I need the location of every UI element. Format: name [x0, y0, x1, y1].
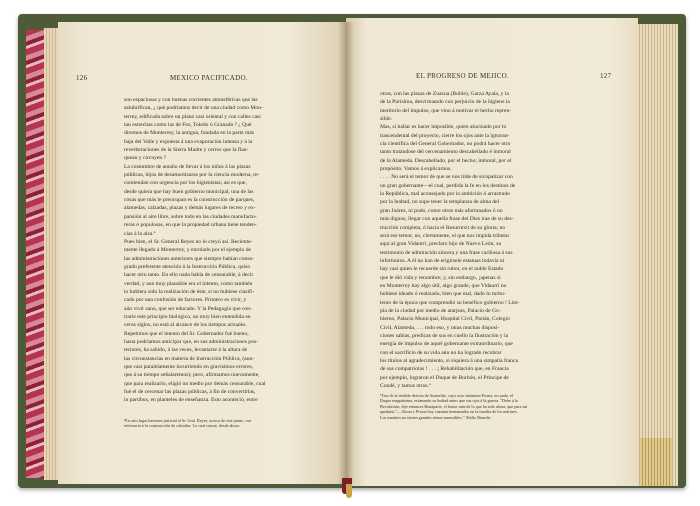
text-line: lo hubiera sido la realización de éste, si no hubiese clasifi-: [124, 288, 255, 295]
page-number-right: 127: [600, 72, 612, 80]
text-line: Civil, Alameda, . . . todo eso, y otras muchas disposi-: [380, 324, 500, 331]
text-line: diremos de Monterrey, la antigua, fundada en la parte más: [124, 130, 254, 137]
text-line: será ese temor, no, ciertamente, el que nos impida tributar: [380, 232, 510, 239]
text-line: tanto tratándose del cercenamiento descabellado é inmoral: [380, 149, 511, 156]
text-line: meritorio del impulso, que vino á motivar el hecho repren-: [380, 107, 512, 114]
footnote-line: Duque magnánimo, estimando su lealtad antes que sus ojos á la guerra. "Debe á la: [380, 398, 518, 404]
text-line: las circunstancias en materia de Instrucción Pública, (aun-: [124, 355, 255, 362]
text-line: teriores, ha sabido, á las veces, levantarse á la altura de: [124, 347, 248, 354]
text-line: energía de impulso de aquel gobernante extraordinario, que: [380, 341, 513, 348]
text-line: Pues bien, el Sr. General Reyes no lo creyó así. Reciente-: [124, 238, 253, 245]
footnote-line: referencia á la construcción de calzadas. Lo cual conste, desde ahora.: [124, 423, 240, 429]
text-line: infortunios. A él no han de erigírsele estatuas todavía ni: [380, 257, 505, 264]
text-line: las administraciones anteriores que siempre habían conso-: [124, 255, 255, 262]
text-line: que para realizarlo, eligió un medio por demás censurable, cual: [124, 380, 266, 387]
text-line: mente llegado á Monterrey, y enrolado por el ejemplo de: [124, 247, 252, 254]
text-line: lento de la época que comprendió su benéfico gobierno ! Lim-: [380, 299, 520, 306]
right-page-footnote: [380, 393, 600, 420]
footnote-line: Los martires no tienen grandes almas insensibles." Abilio Bianchi.: [380, 414, 492, 420]
text-line: desde quiera que hay buen gobierno municipal, una de las: [124, 188, 254, 195]
text-line: ceros siglos, no está al alcance de los tiempos actuales.: [124, 322, 247, 329]
text-line: en Monterrey hay algo útil, algo grande, que Vidaurri no: [380, 282, 507, 289]
text-line: los títulos al agradecimiento, si siquiera á una simpatía franca: [380, 358, 518, 364]
text-line: que casi paralelamente incurriendo en gravísimos errores,: [124, 364, 254, 370]
text-line: reras ó populosas, en que la propiedad urbana tiene tenden-: [124, 222, 257, 229]
text-line: testimonio de admiración sincera y una frase cariñosa á sus: [380, 249, 513, 256]
running-head-right: EL PROGRESO DE MEJICO.: [416, 72, 510, 80]
text-line: reverberaciones de la Sierra Madre y cerros que la flan-: [124, 147, 249, 154]
text-line: de sus compatriotas ! . . . ¡ Rehabilitación que, en Francia: [380, 366, 509, 373]
text-line: grado preferente atención á la Instrucción Pública, quiso: [124, 263, 251, 270]
text-line: de la Alameda. Descabellado, por el hecho; inmoral, por el: [380, 157, 512, 164]
text-line: más dignos, llegar con aquella frase del Dies irae de su des-: [380, 216, 514, 223]
text-line: cia científica del General Gobernador, no podrá hacer otro: [380, 141, 511, 148]
footnote-line: ªEn otro lugar haremos justicial al Sr. Gral. Reyes, acerca de este punto, con: [124, 418, 252, 423]
text-line: Mas, si hallar es hacer imposible, quien alucinado por lo: [380, 124, 507, 131]
text-line: con el sacrificio de su vida aún no ha logrado recobrar: [380, 349, 502, 356]
text-line: pia de la ciudad por medio de atarjeas, Palacio de Go-: [380, 307, 501, 314]
text-line: propósito. Vamos á explicarnos.: [380, 166, 452, 173]
text-line: cosas que más le preocupan es la construcción de parques,: [124, 197, 255, 204]
text-line: alamedas, calzadas, plazas y demás lugares de recreo y ex-: [124, 205, 256, 212]
text-line: tan estrechas como las de Fez, Toledo ó Granada ? ¿ Qué: [124, 122, 252, 129]
text-line: hubiese ideado ó realizado, bien que mal, dado lo turbu-: [380, 291, 506, 298]
text-line: que á su tiempo señalaremos); pero, afirmamos nuevamente,: [124, 372, 260, 379]
text-line: Repetimos que el intento del Sr. Gobernador fué bueno,: [124, 330, 249, 337]
text-line: son espaciosas y con buenas corrientes atmosféricas que las: [124, 97, 258, 103]
text-line: la República, mal aconsejado por la ambición ó arrastrado: [380, 191, 511, 198]
text-line: comiendan con urgencia por los higienistas; así es que,: [124, 180, 247, 187]
footnote-line: Revolución, dije entonces Bonaparte, el honor más de lo que ha sido ahora, que para mí: [380, 403, 527, 409]
text-line: terrey, edificada sobre un plano casi oriental y con calles casi: [124, 113, 261, 120]
bookmark-ribbon-gold: [346, 484, 352, 498]
text-line: públicas, hijos de desamortizarse por la ciencia moderna, re-: [124, 172, 260, 179]
text-line: trarie este principio biológico, no muy bien entendida en: [124, 313, 251, 320]
left-page: [58, 22, 346, 484]
text-line: trascendental del proyecto, cierre los ojos ante la ignoran-: [380, 132, 510, 139]
text-line: baja del Valle y expuesta á una evaporación intensa y á la: [124, 138, 253, 145]
text-line: hasta podríamos anticipar que, en sus administraciones pos-: [124, 338, 258, 345]
right-page-edges: [634, 24, 678, 486]
text-line: bierno, Palacio Municipal, Hospital Civil, Parián, Colegio: [380, 316, 510, 323]
text-line: Condé, y tantos otros.ª: [380, 383, 431, 390]
text-line: otras, con las plazas de Zuazua (Roble), Garza Ayala, y la: [380, 91, 509, 97]
text-line: un gran gobernante—el cual, perdida la fe en los destinos de: [380, 182, 516, 189]
left-page-text: [124, 96, 336, 405]
book-gutter: [338, 22, 354, 484]
marbled-endpaper-edge: [26, 30, 46, 478]
text-line: por ejemplo, lograron el Duque de Borbón, el Príncipe de: [380, 374, 509, 381]
text-line: quean y circuyen ?: [124, 155, 167, 162]
right-page: [346, 18, 638, 486]
text-line: aún vivir sano, que ser educado. Y la Pedagogía que con-: [124, 305, 252, 312]
text-line: cado por una confusión de factores. Primero es vivir, y: [124, 297, 247, 304]
gilt-page-edge: [640, 438, 672, 486]
text-line: in partibus, en planteles de enseñanza. Esto aconteció, entre: [124, 397, 258, 404]
text-line: por la lealtad, no supo tener la templanza de alma del: [380, 199, 500, 206]
text-line: que le dió vida y renombre; y, sin embargo, ¡apenas si: [380, 274, 501, 281]
text-line: verdad, y aun muy plausible era el intento, como también: [124, 280, 253, 287]
text-line: aquí al gran Vidaurri, preclaro hijo de Nuevo León, su: [380, 241, 502, 248]
text-line: sible.: [380, 116, 392, 123]
text-line: hacer otro tanto. En ello nada había de censurable, á decir: [124, 272, 254, 279]
text-line: fué el de cercenar las plazas públicas, á fin de convertirlas,: [124, 389, 256, 396]
text-line: pansión al aire libre, sobre todo en las ciudades manufactu-: [124, 213, 257, 220]
text-line: hay casi quien le recuerde sin rubor, en el noble Estado: [380, 266, 504, 273]
text-line: de la Purísima, desvirtuando con perjuicio de la higiene la: [380, 99, 510, 106]
footnote-line: ªTras de la terrible derrota de Austerlitz, cuyo acto sinónimo Prusia, no pudo, el: [380, 393, 514, 398]
text-line: . . . . No será el temor de que se nos tilde de sicopatizar con: [380, 174, 513, 181]
right-page-text: [380, 90, 600, 390]
text-line: ciones sabias, predicas de sus en cuello la Ilustración y la: [380, 332, 509, 339]
text-line: trucción completa, ó hacia el Resurrexit de su gloria; no: [380, 224, 506, 231]
page-number-left: 126: [76, 74, 88, 82]
left-page-footnote: [124, 418, 336, 429]
text-line: cias á la alza.ª: [124, 230, 156, 237]
running-head-left: MEXICO PACIFICADO.: [170, 74, 248, 82]
footnote-line: quedaría."—Ahora y Prusia hoy cuentan hermanados en la familia de los mártires.: [380, 409, 518, 415]
text-line: La costumbre de antaño de llevar á los niños á las plazas: [124, 163, 251, 170]
text-line: gran Juárez, ni pudo, como otros más afortunados ó no: [380, 207, 503, 214]
text-line: salubrifican, ¿ qué podríamos decir de una ciudad como Mon-: [124, 105, 263, 112]
